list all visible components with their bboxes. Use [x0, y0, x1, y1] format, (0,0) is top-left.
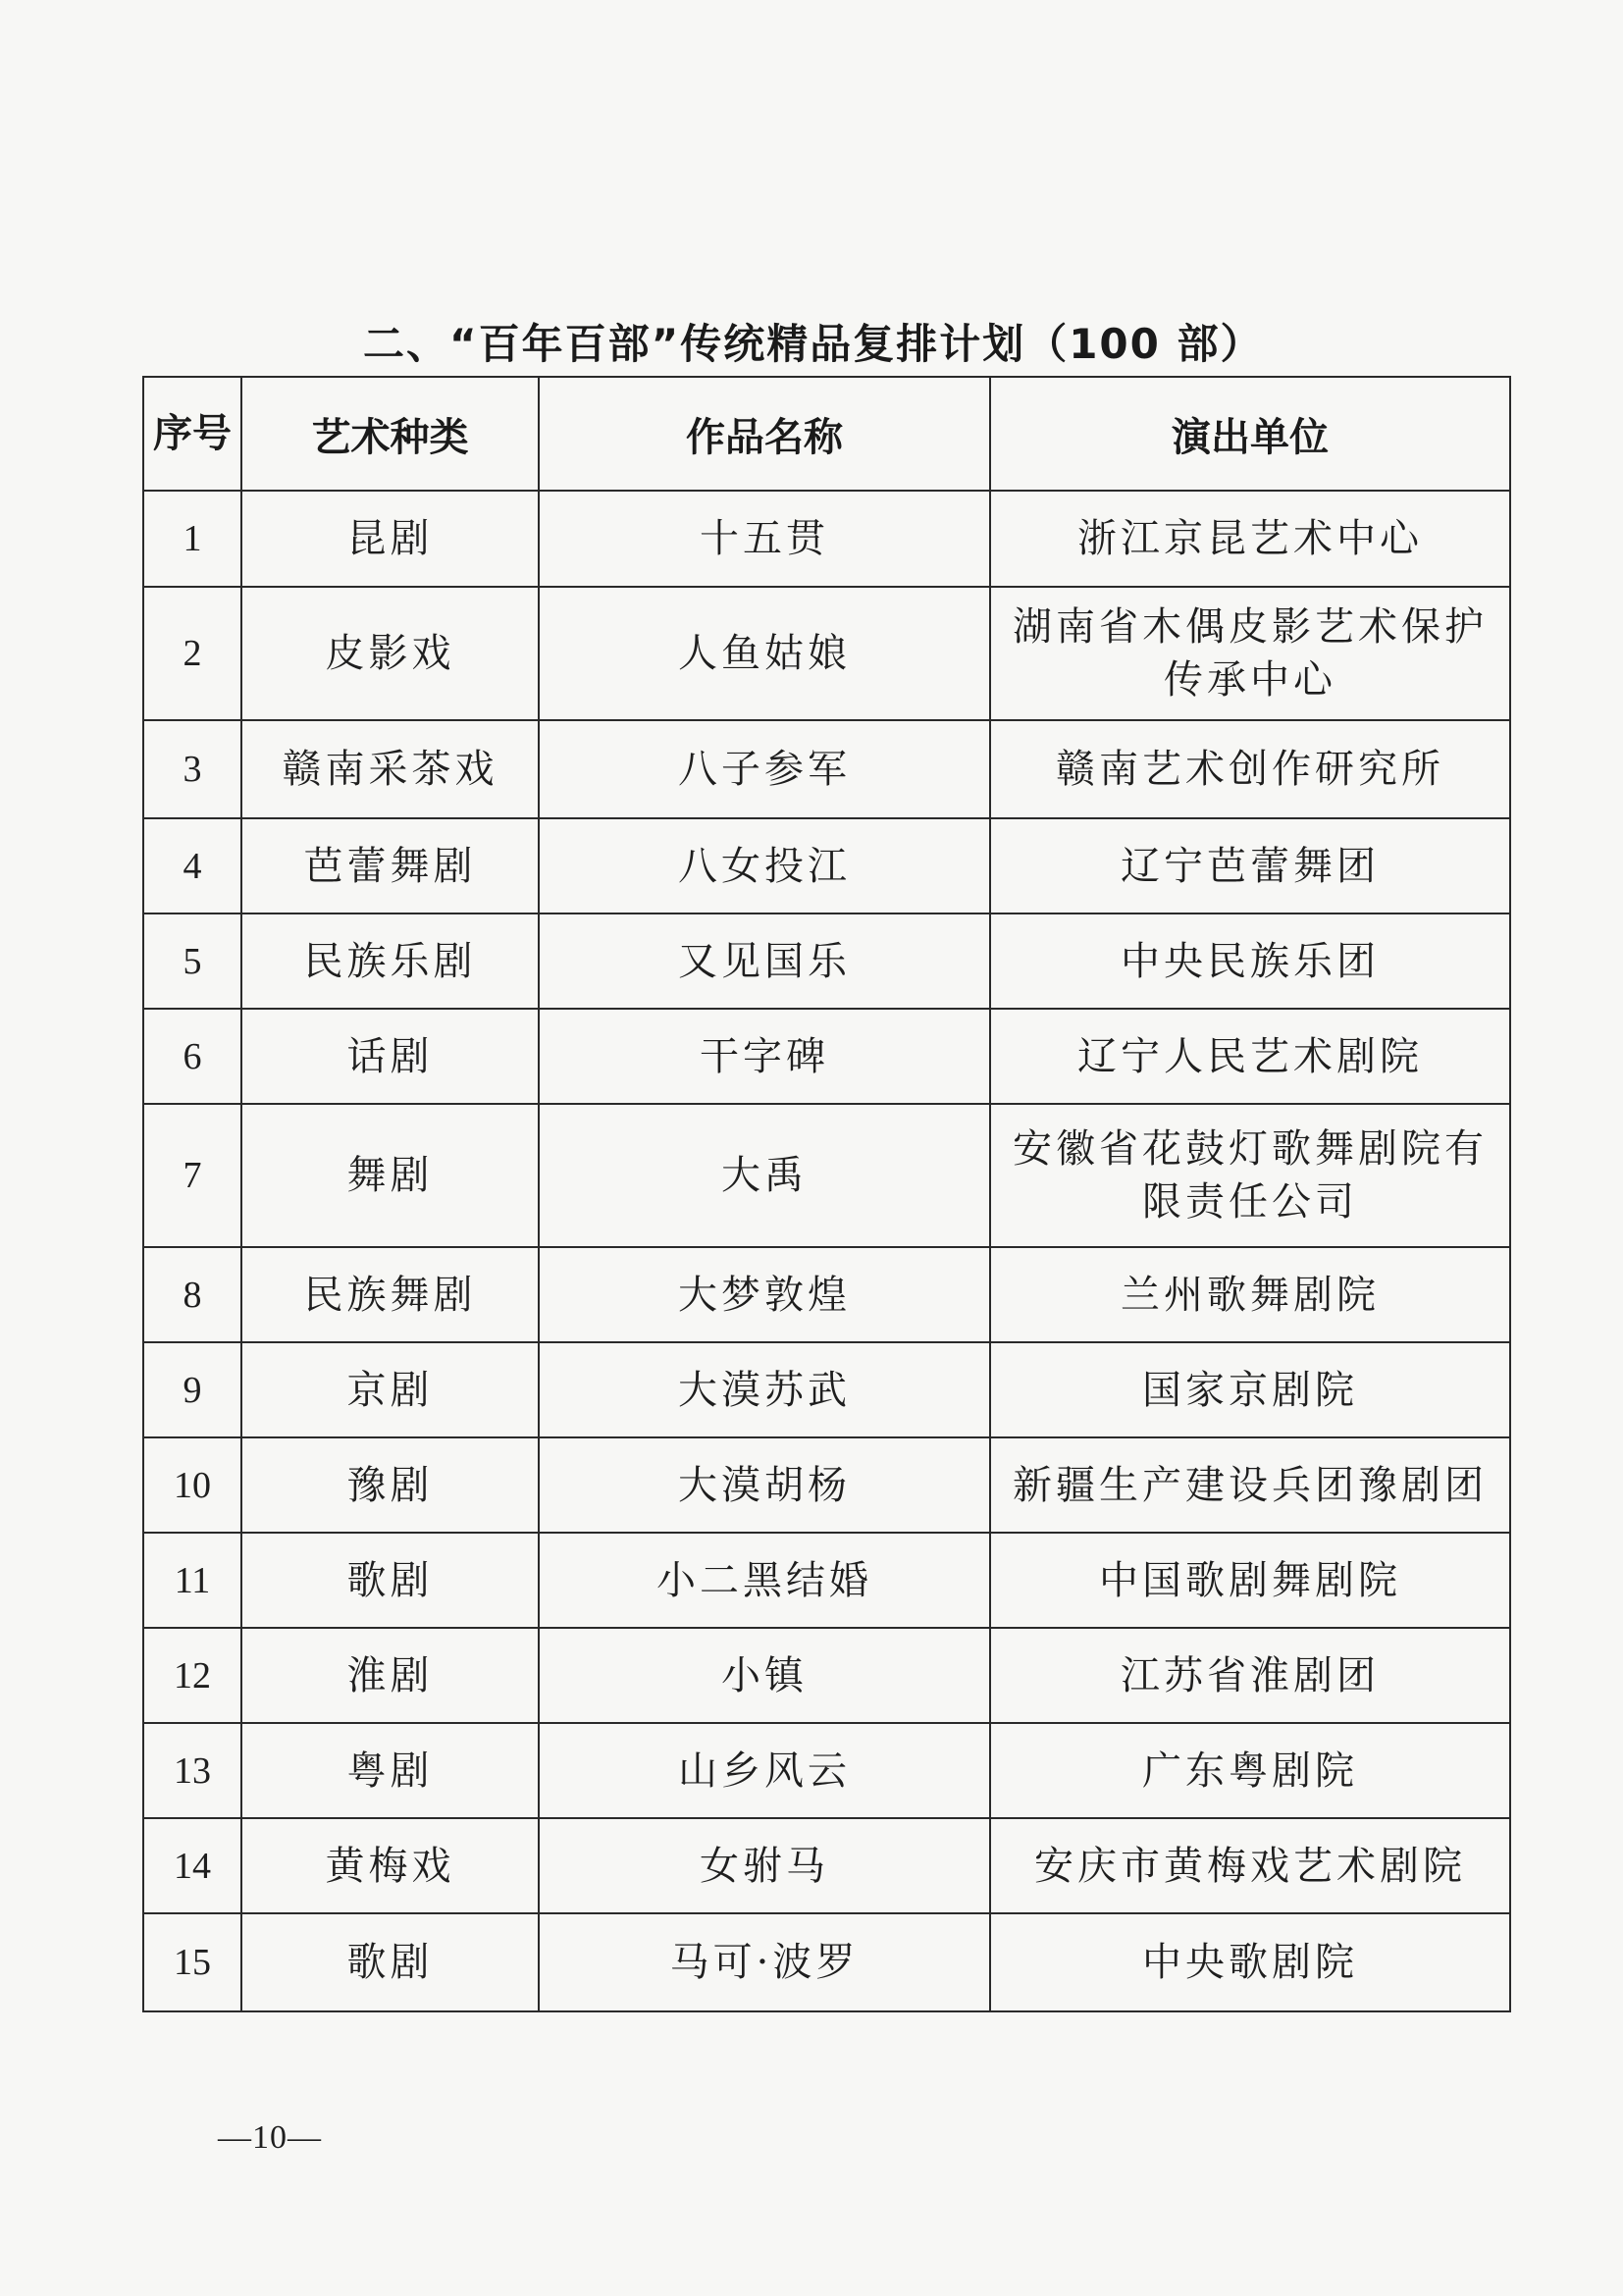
header-art-type: 艺术种类 [241, 377, 539, 491]
cell-work-name: 十五贯 [539, 491, 990, 587]
cell-performer: 浙江京昆艺术中心 [990, 491, 1510, 587]
cell-art-type: 歌剧 [241, 1533, 539, 1628]
cell-performer: 中国歌剧舞剧院 [990, 1533, 1510, 1628]
cell-seq: 11 [143, 1533, 241, 1628]
table-row [143, 720, 1510, 818]
table-row [143, 1818, 1510, 1913]
cell-performer: 中央民族乐团 [990, 913, 1510, 1009]
page-number: —10— [218, 2119, 322, 2156]
cell-work-name: 马可·波罗 [539, 1913, 990, 2011]
cell-work-name: 八女投江 [539, 818, 990, 913]
table-row [143, 818, 1510, 913]
cell-seq: 4 [143, 818, 241, 913]
cell-performer: 新疆生产建设兵团豫剧团 [990, 1437, 1510, 1533]
cell-performer: 中央歌剧院 [990, 1913, 1510, 2011]
table-row [143, 1104, 1510, 1247]
table-row [143, 491, 1510, 587]
table-row [143, 1913, 1510, 2011]
cell-art-type: 皮影戏 [241, 587, 539, 720]
cell-art-type: 昆剧 [241, 491, 539, 587]
cell-art-type: 豫剧 [241, 1437, 539, 1533]
table-header-row [143, 377, 1510, 491]
table-row [143, 587, 1510, 720]
section-title: 二、“百年百部”传统精品复排计划（100 部） [363, 320, 1264, 368]
cell-seq: 14 [143, 1818, 241, 1913]
repertoire-table [142, 376, 1511, 2012]
cell-art-type: 粤剧 [241, 1723, 539, 1818]
cell-seq: 7 [143, 1104, 241, 1247]
header-work-name: 作品名称 [539, 377, 990, 491]
cell-performer: 辽宁芭蕾舞团 [990, 818, 1510, 913]
cell-work-name: 小二黑结婚 [539, 1533, 990, 1628]
table-row [143, 1247, 1510, 1342]
cell-performer: 赣南艺术创作研究所 [990, 720, 1510, 818]
cell-seq: 8 [143, 1247, 241, 1342]
cell-art-type: 赣南采茶戏 [241, 720, 539, 818]
cell-seq: 3 [143, 720, 241, 818]
table-row [143, 1342, 1510, 1437]
cell-seq: 2 [143, 587, 241, 720]
table-row [143, 1533, 1510, 1628]
cell-seq: 13 [143, 1723, 241, 1818]
cell-performer: 安徽省花鼓灯歌舞剧院有限责任公司 [990, 1104, 1510, 1247]
cell-art-type: 民族舞剧 [241, 1247, 539, 1342]
table-row [143, 1723, 1510, 1818]
table-row [143, 1628, 1510, 1723]
table-row [143, 1009, 1510, 1104]
cell-performer: 兰州歌舞剧院 [990, 1247, 1510, 1342]
cell-work-name: 小镇 [539, 1628, 990, 1723]
header-seq: 序号 [143, 377, 241, 491]
cell-art-type: 民族乐剧 [241, 913, 539, 1009]
cell-art-type: 歌剧 [241, 1913, 539, 2011]
cell-art-type: 黄梅戏 [241, 1818, 539, 1913]
cell-work-name: 八子参军 [539, 720, 990, 818]
cell-performer: 国家京剧院 [990, 1342, 1510, 1437]
cell-performer: 广东粤剧院 [990, 1723, 1510, 1818]
table-row [143, 1437, 1510, 1533]
cell-work-name: 女驸马 [539, 1818, 990, 1913]
cell-work-name: 又见国乐 [539, 913, 990, 1009]
cell-work-name: 大漠胡杨 [539, 1437, 990, 1533]
cell-work-name: 干字碑 [539, 1009, 990, 1104]
cell-art-type: 舞剧 [241, 1104, 539, 1247]
header-performer: 演出单位 [990, 377, 1510, 491]
cell-performer: 安庆市黄梅戏艺术剧院 [990, 1818, 1510, 1913]
cell-seq: 12 [143, 1628, 241, 1723]
cell-performer: 江苏省淮剧团 [990, 1628, 1510, 1723]
cell-art-type: 芭蕾舞剧 [241, 818, 539, 913]
cell-work-name: 大梦敦煌 [539, 1247, 990, 1342]
cell-seq: 9 [143, 1342, 241, 1437]
cell-seq: 1 [143, 491, 241, 587]
cell-performer: 辽宁人民艺术剧院 [990, 1009, 1510, 1104]
cell-performer: 湖南省木偶皮影艺术保护传承中心 [990, 587, 1510, 720]
cell-seq: 15 [143, 1913, 241, 2011]
table-row [143, 913, 1510, 1009]
cell-work-name: 山乡风云 [539, 1723, 990, 1818]
cell-seq: 5 [143, 913, 241, 1009]
cell-art-type: 淮剧 [241, 1628, 539, 1723]
cell-art-type: 京剧 [241, 1342, 539, 1437]
cell-seq: 6 [143, 1009, 241, 1104]
cell-seq: 10 [143, 1437, 241, 1533]
cell-work-name: 人鱼姑娘 [539, 587, 990, 720]
cell-work-name: 大禹 [539, 1104, 990, 1247]
cell-art-type: 话剧 [241, 1009, 539, 1104]
cell-work-name: 大漠苏武 [539, 1342, 990, 1437]
